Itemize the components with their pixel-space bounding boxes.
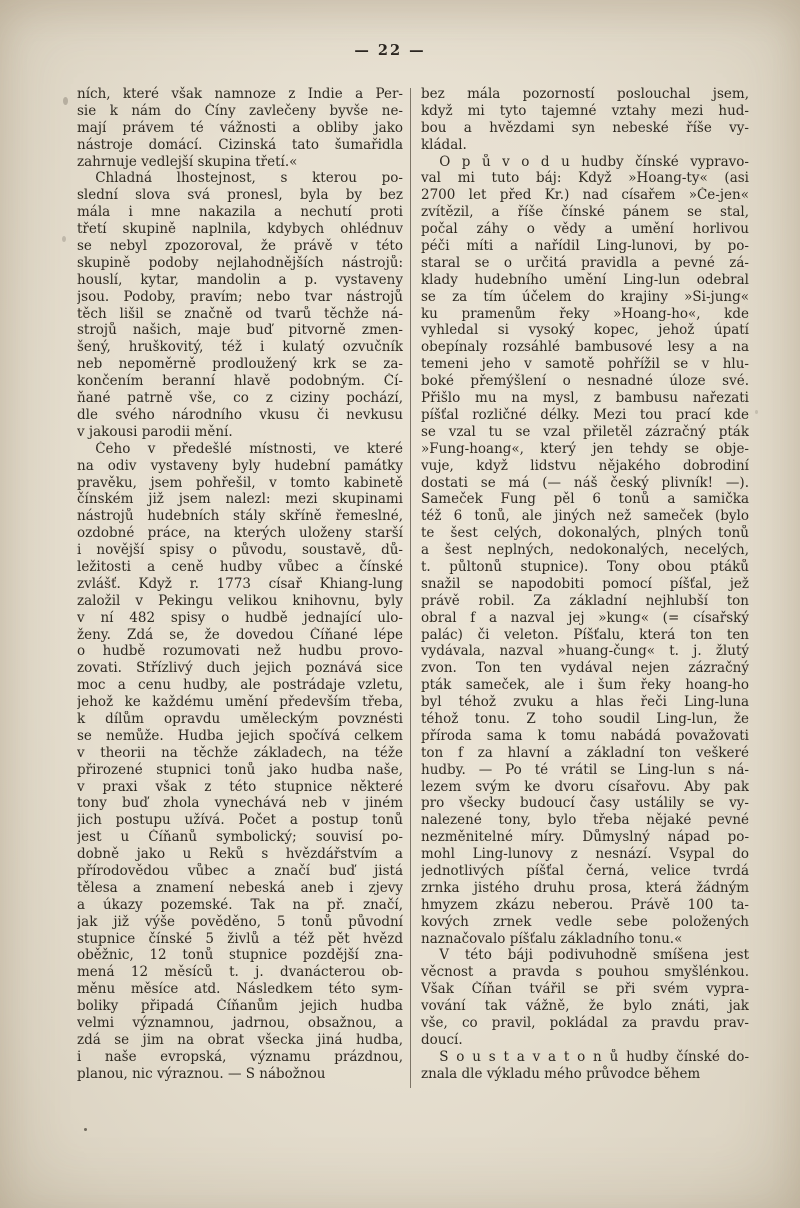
text-line: te šest celých, dokonalých, plných tonů [421, 525, 749, 542]
text-line: pro všecky budoucí časy ustálily se vy- [421, 795, 749, 812]
text-line: ton f za hlavní a základní ton veškeré [421, 744, 749, 761]
text-line: palác) či veleton. Píšťalu, která ton ten [421, 626, 749, 643]
paragraph [77, 170, 403, 440]
text-line: šený, hruškovitý, též i kulatý ozvučník [77, 339, 403, 356]
text-line: kládal. [421, 136, 467, 153]
text-line: založil v Pekingu velikou knihovnu, byly [77, 592, 403, 609]
text-line: kových zrnek vedle sebe položených [421, 913, 749, 930]
text-line: Však Číňan tvářil se při svém vypra- [421, 981, 749, 998]
text-line: velmi významnou, jadrnou, obsažnou, a [77, 1015, 403, 1032]
text-line: vyhledal si vysoký kopec, jehož úpatí [421, 322, 749, 339]
text-line: naznačovalo píšťalu základního tonu.« [421, 930, 683, 947]
text-line: nalezené tony, bylo třeba nějaké pevné [421, 812, 749, 829]
text-line: v theorii na těchže základech, na téže [77, 744, 403, 761]
text-line: k dílům opravdu uměleckým povznésti [77, 710, 403, 727]
text-line: třetí skupině naplnila, kdybych ohlédnuv [77, 221, 403, 238]
text-line: jsou. Podoby, pravím; nebo tvar nástrojů [77, 288, 403, 305]
text-line: S o u s t a v a t o n ů hudby čínské do- [439, 1048, 749, 1065]
left-column [77, 86, 403, 1094]
text-line: mohl Ling-lunovy z nesnází. Vsypal do [421, 846, 749, 863]
text-line: jednotlivých píšťal černá, velice tvrdá [421, 862, 749, 879]
scan-artifact [84, 1128, 87, 1131]
text-line: obepínaly rozsáhlé bambusové lesy a na [421, 339, 749, 356]
text-line: doucí. [421, 1031, 463, 1048]
scan-artifact [755, 410, 758, 414]
text-line: dobně jako u Reků s hvězdářstvím a [77, 846, 403, 863]
text-line: mená 12 měsíců t. j. dvanácterou ob- [77, 964, 403, 981]
scan-artifact [62, 236, 66, 242]
text-line: ženy. Zdá se, že dovedou Číňané lépe [77, 626, 403, 643]
text-line: Přišlo mu na mysl, z bambusu nařezati [421, 390, 749, 407]
text-line: vuje, když lidstvu nějakého dobrodiní [421, 457, 749, 474]
text-line: a úkazy pozemské. Tak na př. značí, [77, 896, 403, 913]
text-line: Chladná lhostejnost, s kterou po- [95, 170, 403, 187]
text-line: byl téhož zvuku a hlas řeči Ling-luna [421, 694, 749, 711]
text-line: mají právem té vážnosti a obliby jako [77, 119, 403, 136]
text-line: mála i mne nakazila a nechutí proti [77, 204, 403, 221]
text-line: strojů našich, maje buď pitvorně zmen- [77, 322, 403, 339]
text-line: ležitosti a ceně hudby vůbec a čínské [77, 558, 403, 575]
text-line: se nebyl zpozoroval, že právě v této [77, 238, 403, 255]
text-line: a šest neplných, nedokonalých, necelých, [421, 542, 749, 559]
text-line: skupině podoby nejlahodnějších nástrojů: [77, 254, 403, 271]
text-line: stupnice čínské 5 živlů a též pět hvězd [77, 930, 403, 947]
text-line: tělesa a znamení nebeská aneb i zjevy [77, 879, 403, 896]
paragraph [421, 154, 749, 948]
text-line: i naše evropská, významu prázdnou, [77, 1048, 403, 1065]
text-line: v praxi však z této stupnice některé [77, 778, 403, 795]
text-line: zdá se jim na obrat všecka jiná hudba, [77, 1031, 403, 1048]
text-line: planou, nic výraznou. — S nábožnou [77, 1065, 326, 1082]
page-number: — 22 — [354, 42, 426, 59]
text-line: jich postupu užívá. Počet a postup tonů [77, 812, 403, 829]
text-line: sie k nám do Číny zavlečeny byvše ne- [77, 102, 403, 119]
text-line: píšťal rozličné délky. Mezi tou prací kde [421, 406, 749, 423]
text-line: ních, které však namnoze z Indie a Per- [77, 86, 403, 102]
text-line: houslí, kytar, mandolin a p. vystaveny [77, 271, 403, 288]
text-line: pravěku, jsem pohřešil, v tomto kabinetě [77, 474, 403, 491]
text-line: přirozené stupnici tonů jako hudba naše, [77, 761, 403, 778]
text-line: vování tak vážně, že bylo znáti, jak [421, 998, 749, 1015]
text-line: dostati se má (— náš český plivník! —). [421, 474, 749, 491]
text-line: příroda sama k tomu nabádá považovati [421, 727, 749, 744]
text-line: nezměnitelné míry. Důmyslný nápad po- [421, 829, 749, 846]
text-line: bez mála pozorností poslouchal jsem, [421, 86, 749, 102]
text-line: zahrnuje vedlejší skupina třetí.« [77, 153, 298, 170]
text-line: slední slova svá pronesl, byla by bez [77, 187, 403, 204]
text-line: zvlášť. Když r. 1773 císař Khiang-lung [77, 575, 403, 592]
text-line: V této báji podivuhodně smíšena jest [439, 947, 749, 964]
text-line: vydávala, nazval »huang-čung« t. j. žlutý [421, 643, 749, 660]
text-line: téhož tonu. Z toho soudil Ling-lun, že [421, 710, 749, 727]
text-line: dle svého národního vkusu či nevkusu [77, 406, 403, 423]
text-line: též 6 tonů, ale jiných než sameček (bylo [421, 508, 749, 525]
text-line: nástrojů hudebních stály skříně řemeslné, [77, 508, 403, 525]
text-line: počal záhy o vědy a umění horlivou [421, 221, 749, 238]
column-divider [410, 88, 411, 1088]
text-line: o hudbě rozumovati než hudbu provo- [77, 643, 403, 660]
text-line: vše, co pravil, pokládal za pravdu prav- [421, 1015, 749, 1032]
text-line: neb nepoměrně prodloužený krk se za- [77, 356, 403, 373]
text-line: tony buď zhola vynechává neb v jiném [77, 795, 403, 812]
text-line: val mi tuto báj: Když »Hoang-ty« (asi [421, 170, 749, 187]
text-line: »Fung-hoang«, který jen tehdy se obje- [421, 440, 749, 457]
text-line: hudby. — Po té vrátil se Ling-lun s ná- [421, 761, 749, 778]
text-line: i novější spisy o původu, soustavě, dů- [77, 542, 403, 559]
text-line: snažil se napodobiti pomocí píšťal, jež [421, 575, 749, 592]
text-line: se za tím účelem do krajiny »Si-jung« [421, 288, 749, 305]
text-line: staral se o určitá pravidla a pevné zá- [421, 254, 749, 271]
text-line: zvítězil, a říše čínské pánem se stal, [421, 204, 749, 221]
paragraph [421, 947, 749, 1048]
text-line: těch lišil se značně od tvarů těchže ná- [77, 305, 403, 322]
text-line: boké přemýšlení o nesnadné úloze své. [421, 373, 749, 390]
text-line: temeni jeho v samotě pohřížil se v hlu- [421, 356, 749, 373]
text-line: končením beranní hlavě podobným. Čí- [77, 373, 403, 390]
text-line: klady hudebního umění Ling-lun odebral [421, 271, 749, 288]
text-line: v ní 482 spisy o hudbě jednající ulo- [77, 609, 403, 626]
text-line: ku pramenům řeky »Hoang-ho«, kde [421, 305, 749, 322]
text-line: 2700 let před Kr.) nad císařem »Če-jen« [421, 187, 749, 204]
text-line: zovati. Střízlivý duch jejich poznává sice [77, 660, 403, 677]
paragraph [77, 441, 403, 1083]
text-line: nástroje domácí. Cizinská tato šumařidla [77, 136, 403, 153]
text-line: čínském již jsem nalezl: mezi skupinami [77, 491, 403, 508]
text-line: hmyzem zkázu neberou. Právě 100 ta- [421, 896, 749, 913]
text-line: znala dle výkladu mého průvodce během [421, 1065, 701, 1082]
text-line: zvon. Ton ten vydával nejen zázračný [421, 660, 749, 677]
text-line: když mi tyto tajemné vztahy mezi hud- [421, 102, 749, 119]
text-line: měnu měsíce atd. Následkem této sym- [77, 981, 403, 998]
paragraph [77, 86, 403, 170]
right-column [421, 86, 749, 1094]
text-line: přírodovědou vůbec a značí buď jistá [77, 863, 403, 879]
text-line: obral f a nazval jej »kung« (= císařský [421, 609, 749, 626]
scan-artifact [63, 97, 68, 105]
text-line: boliky připadá Číňanům jejich hudba [77, 998, 403, 1015]
text-line: jak již výše pověděno, 5 tonů původní [77, 913, 403, 930]
text-line: oběžnic, 12 tonů stupnice pozdější zna- [77, 947, 403, 964]
text-line: v jakousi parodii mění. [77, 423, 233, 440]
text-line: O p ů v o d u hudby čínské vypravo- [439, 153, 749, 170]
text-line: Čeho v předešlé místnosti, ve které [95, 440, 403, 457]
text-line: pták sameček, ale i šum řeky hoang-ho [421, 677, 749, 694]
text-line: péči míti a nařídil Ling-lunovi, by po- [421, 238, 749, 255]
text-line: ozdobné práce, na kterých uloženy starší [77, 525, 403, 542]
paragraph [421, 86, 749, 154]
text-line: se nemůže. Hudba jejich spočívá celkem [77, 727, 403, 744]
text-line: bou a hvězdami syn nebeské říše vy- [421, 119, 749, 136]
text-line: lezem svým ke dvoru císařovu. Aby pak [421, 778, 749, 795]
text-line: Sameček Fung pěl 6 tonů a samička [421, 491, 749, 508]
text-line: jehož ke každému umění především třeba, [77, 694, 403, 711]
text-line: se vzal tu se vzal přiletěl zázračný pták [421, 423, 749, 440]
text-line: zrnka jistého druhu prosa, která žádným [421, 879, 749, 896]
text-line: na odiv vystaveny byly hudební památky [77, 457, 403, 474]
text-line: ňané patrně vše, co z ciziny pochází, [77, 390, 403, 407]
paragraph [421, 1049, 749, 1083]
text-line: t. půltonů stupnice). Tony obou ptáků [421, 558, 749, 575]
text-line: právě robil. Za základní nejhlubší ton [421, 592, 749, 609]
text-line: jest u Číňanů symbolický; souvisí po- [77, 829, 403, 846]
text-line: věcnost a pravda s pouhou smyšlénkou. [421, 964, 749, 981]
text-line: moc a cenu hudby, ale postrádaje vzletu, [77, 677, 403, 694]
